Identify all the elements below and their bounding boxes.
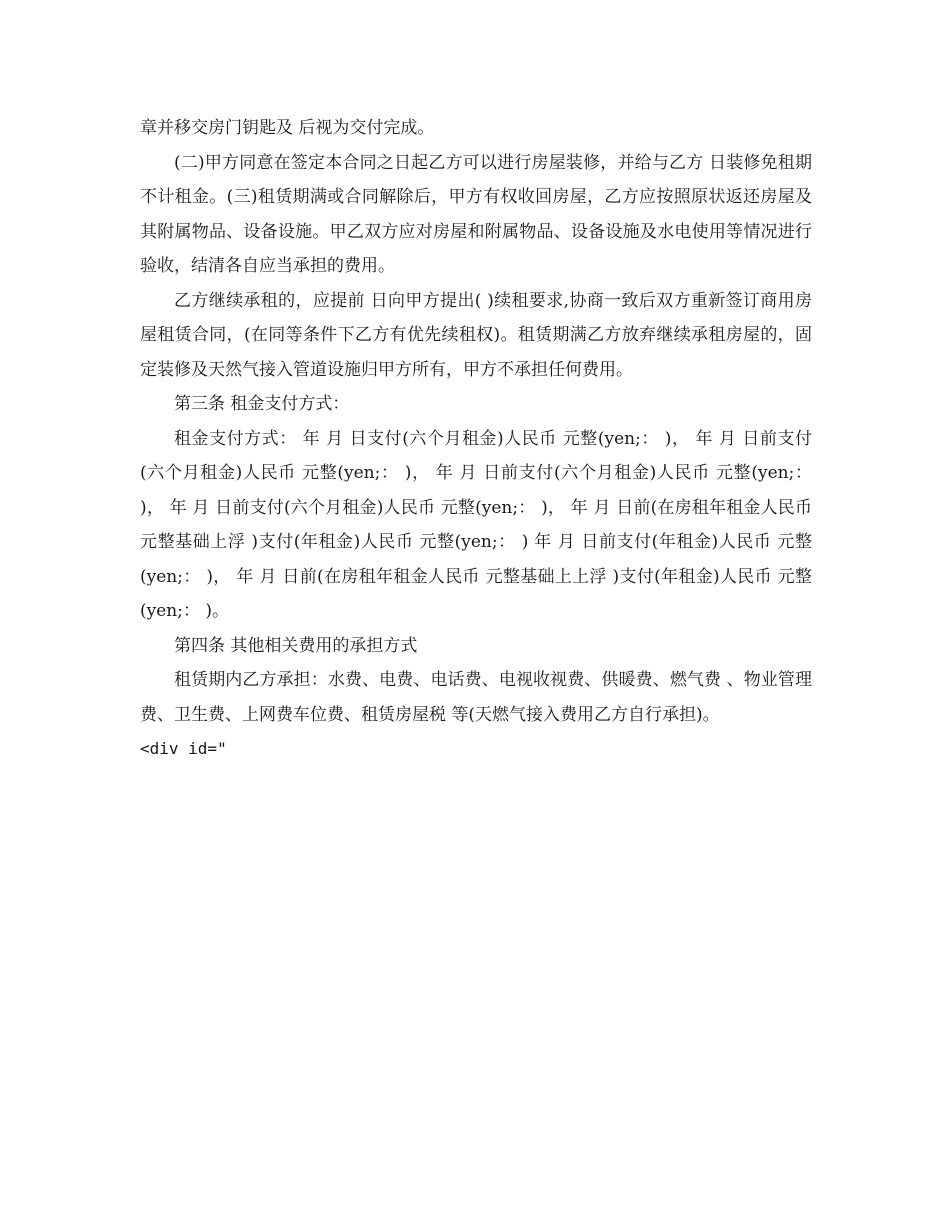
heading-article-three: 第三条 租金支付方式：	[174, 394, 350, 414]
stray-html-fragment: <div id="	[140, 739, 227, 758]
paragraph-renovation-and-return: (二)甲方同意在签定本合同之日起乙方可以进行房屋装修，并给与乙方 日装修免租期不计租金。(三)租赁期满或合同解除后，甲方有权收回房屋，乙方应按照原状返还房屋及其附属物品、设备设施。甲乙双方应对房屋和附属物品、设备设施及水电使用等情况进行验收，结清各自应当承担的费用。	[140, 152, 812, 276]
heading-article-four: 第四条 其他相关费用的承担方式	[174, 635, 418, 656]
paragraph-rent-payment-schedule: 租金支付方式： 年 月 日支付(六个月租金)人民币 元整(yen;： )， 年 月 日前支付(六个月租金)人民币 元整(yen;： )， 年 月 日前支付(六个月租金)人民币 元整(yen;： )， 年 月 日前支付(六个月租金)人民币 元整(yen;： )， 年 月 日前(在房租年租金人民币 元整基础上浮 )支付(年租金)人民币 元整(yen;： ) 年 月 日前支付(年租金)人民币 元整(yen;： )， 年 月 日前(在房租年租金人民币 元整基础上上浮 )支付(年租金)人民币 元整(yen;： )。	[140, 428, 812, 621]
paragraph-delivery-completion: 章并移交房门钥匙及 后视为交付完成。	[140, 118, 435, 138]
paragraph-lease-renewal: 乙方继续承租的，应提前 日向甲方提出( )续租要求,协商一致后双方重新签订商用房屋租赁合同，(在同等条件下乙方有优先续租权)。租赁期满乙方放弃继续承租房屋的，固定装修及天然气接入管道设施归甲方所有，甲方不承担任何费用。	[140, 290, 812, 380]
document-page	[140, 111, 812, 767]
paragraph-other-fees: 租赁期内乙方承担：水费、电费、电话费、电视收视费、供暖费、燃气费 、物业管理费、卫生费、上网费车位费、租赁房屋税 等(天燃气接入费用乙方自行承担)。	[140, 670, 812, 725]
